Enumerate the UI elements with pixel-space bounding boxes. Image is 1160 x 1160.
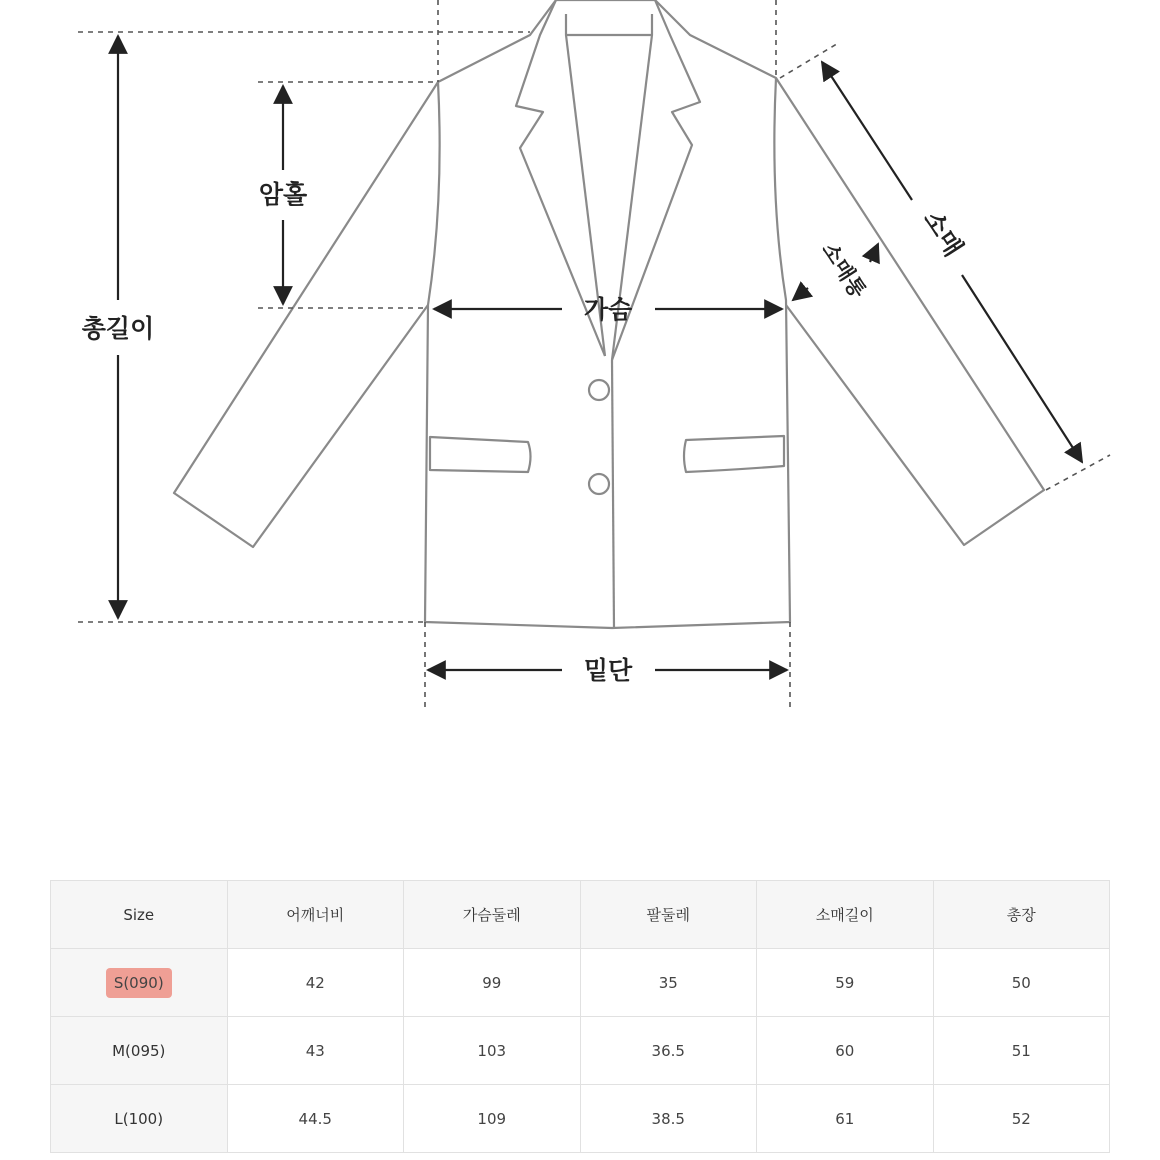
- table-cell: 109: [404, 1085, 581, 1153]
- table-cell: 36.5: [580, 1017, 757, 1085]
- table-row: [51, 1017, 1110, 1085]
- total-length-label: 총길이: [81, 314, 155, 343]
- table-row: [51, 1085, 1110, 1153]
- collar-stand: [566, 14, 652, 35]
- size-cell: [51, 949, 228, 1017]
- table-cell: 52: [933, 1085, 1110, 1153]
- table-cell: 43: [227, 1017, 404, 1085]
- sleeve-arrow-bottom: [962, 275, 1082, 462]
- table-cell: 59: [757, 949, 934, 1017]
- sleeve-width-arrow-bottom: [793, 288, 808, 300]
- header-sleeve-length: 소매길이: [757, 881, 934, 949]
- table-header-row: [51, 881, 1110, 949]
- header-arm-circumference: 팔둘레: [580, 881, 757, 949]
- table-cell: 61: [757, 1085, 934, 1153]
- table-cell: 50: [933, 949, 1110, 1017]
- table-row: [51, 949, 1110, 1017]
- sleeve-label: 소매: [917, 205, 969, 262]
- table-cell: 99: [404, 949, 581, 1017]
- front-opening: [612, 360, 614, 628]
- header-size: Size: [51, 881, 228, 949]
- armhole-label: 암홀: [258, 180, 308, 209]
- chest-label: 가슴: [583, 295, 633, 324]
- sleeve-width-arrow-top: [870, 244, 878, 262]
- left-sleeve: [174, 82, 438, 547]
- table-cell: 60: [757, 1017, 934, 1085]
- sleeve-width-label: 소매통: [817, 238, 871, 303]
- right-sleeve: [776, 78, 1044, 545]
- header-shoulder-width: 어깨너비: [227, 881, 404, 949]
- button-top: [589, 380, 609, 400]
- right-pocket: [684, 436, 784, 472]
- button-bottom: [589, 474, 609, 494]
- highlighted-size: S(090): [106, 968, 172, 998]
- table-cell: 51: [933, 1017, 1110, 1085]
- size-chart-table: [50, 880, 1110, 1153]
- sleeve-arrow-top: [822, 62, 912, 200]
- measure-arrows: [118, 36, 1082, 670]
- hem-label: 밑단: [583, 656, 633, 685]
- table-cell: 44.5: [227, 1085, 404, 1153]
- left-pocket: [430, 437, 531, 472]
- header-total-length: 총장: [933, 881, 1110, 949]
- size-cell: L(100): [51, 1085, 228, 1153]
- table-cell: 38.5: [580, 1085, 757, 1153]
- table-cell: 35: [580, 949, 757, 1017]
- header-chest-circumference: 가슴둘레: [404, 881, 581, 949]
- table-cell: 42: [227, 949, 404, 1017]
- size-cell: M(095): [51, 1017, 228, 1085]
- table-cell: 103: [404, 1017, 581, 1085]
